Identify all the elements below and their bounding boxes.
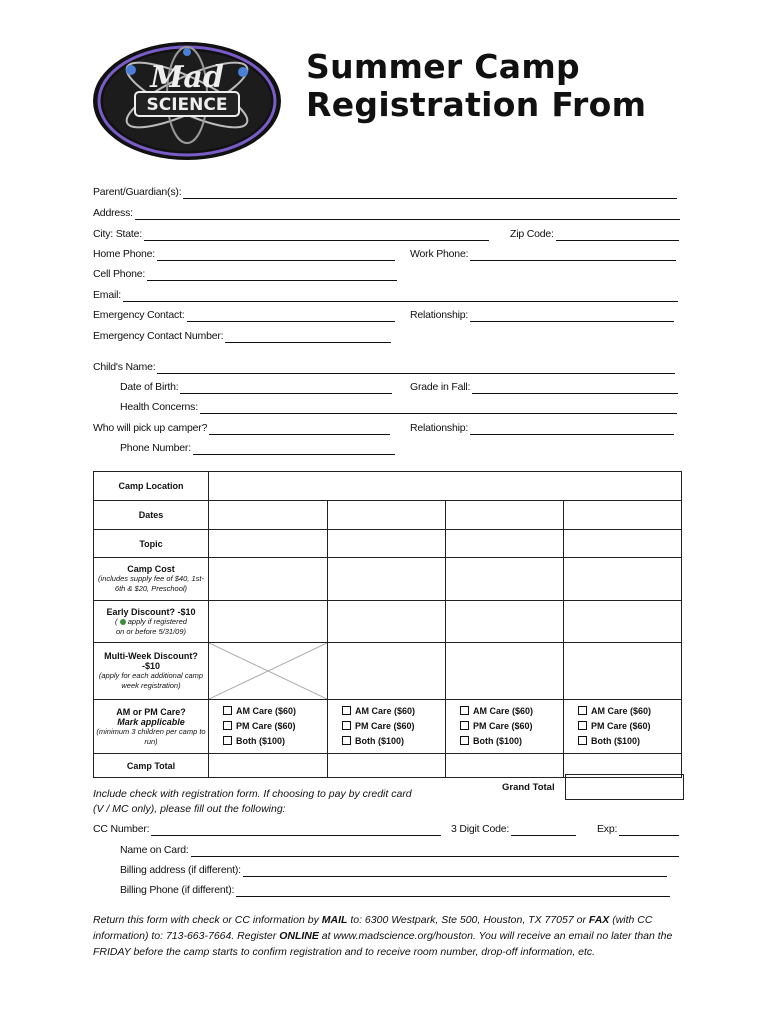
- pickup-label: Who will pick up camper?: [93, 422, 208, 434]
- cell-phone-row: [93, 267, 397, 281]
- cvv-label: 3 Digit Code:: [451, 823, 510, 835]
- dates-cell[interactable]: [564, 501, 682, 530]
- multi-week-cell-input[interactable]: [328, 643, 446, 700]
- checkbox-icon[interactable]: [223, 721, 232, 730]
- total-cell[interactable]: [209, 754, 328, 778]
- billing-address-row: [120, 863, 667, 877]
- billing-phone-input[interactable]: [236, 885, 670, 897]
- grand-total-box[interactable]: [565, 774, 684, 800]
- multi-week-cell-input[interactable]: [564, 643, 682, 700]
- checkbox-icon[interactable]: [460, 736, 469, 745]
- topic-cell[interactable]: [564, 530, 682, 558]
- mail-emphasis: MAIL: [321, 914, 348, 926]
- pm-care-option[interactable]: PM Care ($60): [578, 719, 681, 734]
- emergency-contact-input[interactable]: [187, 310, 395, 322]
- pickup-row: [93, 421, 390, 435]
- mark-applicable-label: Mark applicable: [117, 716, 185, 727]
- dates-cell[interactable]: [446, 501, 564, 530]
- zip-row: [510, 227, 679, 241]
- pm-care-option[interactable]: PM Care ($60): [460, 719, 563, 734]
- relationship2-input[interactable]: [470, 423, 674, 435]
- both-care-option[interactable]: Both ($100): [460, 734, 563, 749]
- cost-cell[interactable]: [564, 558, 682, 601]
- billing-phone-row: [120, 883, 670, 897]
- checkbox-icon[interactable]: [342, 721, 351, 730]
- home-phone-input[interactable]: [157, 249, 395, 261]
- exp-row: [597, 822, 679, 836]
- grand-total-label: Grand Total: [502, 782, 555, 793]
- am-care-option[interactable]: AM Care ($60): [342, 704, 445, 719]
- emergency-contact-row: [93, 308, 395, 322]
- fax-emphasis: FAX: [588, 914, 610, 926]
- camp-location-label: Camp Location: [94, 472, 209, 501]
- pm-care-option[interactable]: PM Care ($60): [223, 719, 327, 734]
- city-state-label: City: State:: [93, 228, 142, 240]
- grade-label: Grade in Fall:: [410, 381, 471, 393]
- camp-cost-note: (includes supply fee of $40, 1st-6th & $20, Preschool): [98, 574, 204, 593]
- zip-input[interactable]: [556, 229, 679, 241]
- emergency-contact-label: Emergency Contact:: [93, 309, 185, 321]
- city-row: [93, 227, 489, 241]
- emergency-number-label: Emergency Contact Number:: [93, 330, 224, 342]
- dob-row: [120, 380, 392, 394]
- address-row: [93, 206, 680, 220]
- discount-cell[interactable]: [446, 601, 564, 643]
- total-cell[interactable]: [446, 754, 564, 778]
- billing-address-label: Billing address (if different):: [120, 864, 241, 876]
- camp-cost-label: Camp Cost: [127, 564, 175, 574]
- city-state-input[interactable]: [144, 229, 489, 241]
- footer-instructions: Return this form with check or CC information by MAIL to: 6300 Westpark, Ste 500, Houston, TX 77057 or FAX (with CC information) to: 713-663-7664. Register ONLINE at www.madscience.org/houston. You will receive an email no later than the FRIDAY before the camp starts to confirm registration and to receive room number, drop-off information, etc.: [93, 914, 673, 958]
- name-on-card-row: [120, 843, 679, 857]
- parent-row: [93, 185, 677, 199]
- relationship-row: [410, 308, 674, 322]
- health-label: Health Concerns:: [120, 401, 198, 413]
- logo-science-text: SCIENCE: [146, 95, 228, 115]
- min-children-note: (minimum 3 children per camp to run): [96, 726, 206, 746]
- mad-science-logo: [91, 40, 283, 162]
- billing-phone-label: Billing Phone (if different):: [120, 884, 235, 896]
- email-label: Email:: [93, 289, 121, 301]
- checkbox-icon[interactable]: [460, 706, 469, 715]
- relationship-label: Relationship:: [410, 309, 469, 321]
- table-row: [94, 700, 682, 754]
- billing-address-input[interactable]: [243, 865, 667, 877]
- cross-icon: [209, 643, 327, 699]
- early-note-b: on or before 5/31/09): [115, 626, 187, 636]
- parent-input[interactable]: [183, 187, 677, 199]
- dob-input[interactable]: [180, 382, 392, 394]
- checkbox-icon[interactable]: [342, 736, 351, 745]
- table-row: [94, 643, 682, 700]
- health-row: [120, 400, 677, 414]
- am-pm-cell: [94, 700, 209, 754]
- zip-label: Zip Code:: [510, 228, 554, 240]
- payment-note: Include check with registration form. If choosing to pay by credit card (V / MC only), please fill out the following:: [93, 788, 412, 815]
- health-input[interactable]: [200, 402, 677, 414]
- title-line-2: Registration From: [306, 85, 647, 124]
- camp-total-label: Camp Total: [94, 754, 209, 778]
- bullet-icon: [120, 619, 126, 625]
- topic-label: Topic: [94, 530, 209, 558]
- cost-cell[interactable]: [446, 558, 564, 601]
- early-discount-cell: Early Discount? -$10 ( apply if registered on or before 5/31/09): [94, 601, 209, 643]
- camp-cost-cell: [94, 558, 209, 601]
- both-care-option[interactable]: Both ($100): [342, 734, 445, 749]
- checkbox-icon[interactable]: [223, 736, 232, 745]
- relationship-input[interactable]: [470, 310, 674, 322]
- home-phone-label: Home Phone:: [93, 248, 156, 260]
- camp-table: [93, 471, 682, 778]
- checkbox-icon[interactable]: [342, 706, 351, 715]
- child-name-row: [93, 360, 675, 374]
- early-note-a: apply if registered: [127, 616, 187, 626]
- address-label: Address:: [93, 207, 133, 219]
- topic-cell[interactable]: [446, 530, 564, 558]
- dates-cell[interactable]: [328, 501, 446, 530]
- table-row: [94, 501, 682, 530]
- multi-week-cell: [94, 643, 209, 700]
- checkbox-icon[interactable]: [578, 706, 587, 715]
- grade-row: [410, 380, 678, 394]
- total-cell[interactable]: [328, 754, 446, 778]
- pickup-input[interactable]: [209, 423, 390, 435]
- page-title: [306, 48, 646, 124]
- phone-number-row: [120, 441, 395, 455]
- dates-cell[interactable]: [209, 501, 328, 530]
- camp-location-cell[interactable]: [209, 472, 682, 501]
- dob-label: Date of Birth:: [120, 381, 179, 393]
- checkbox-icon[interactable]: [460, 721, 469, 730]
- exp-label: Exp:: [597, 823, 618, 835]
- table-row: [94, 472, 682, 501]
- checkbox-icon[interactable]: [578, 736, 587, 745]
- multi-week-note: (apply for each additional camp week registration): [98, 671, 204, 690]
- cvv-input[interactable]: [511, 824, 576, 836]
- topic-cell[interactable]: [328, 530, 446, 558]
- checkbox-icon[interactable]: [578, 721, 587, 730]
- name-on-card-label: Name on Card:: [120, 844, 189, 856]
- cc-number-row: [93, 822, 441, 836]
- care-options-4: [564, 700, 682, 754]
- work-phone-label: Work Phone:: [410, 248, 469, 260]
- am-care-option[interactable]: AM Care ($60): [578, 704, 681, 719]
- discount-cell[interactable]: [209, 601, 328, 643]
- both-care-option[interactable]: Both ($100): [578, 734, 681, 749]
- multi-week-cell-input[interactable]: [446, 643, 564, 700]
- care-options-2: [328, 700, 446, 754]
- phone-number-input[interactable]: [193, 443, 395, 455]
- topic-cell[interactable]: [209, 530, 328, 558]
- grade-input[interactable]: [472, 382, 678, 394]
- emergency-number-row: [93, 329, 391, 343]
- address-input[interactable]: [135, 208, 680, 220]
- crossed-out-cell: [209, 643, 328, 700]
- home-phone-row: [93, 247, 395, 261]
- emergency-number-input[interactable]: [225, 331, 391, 343]
- multi-week-label: Multi-Week Discount? -$10: [104, 651, 198, 671]
- early-discount-label: Early Discount? -$10: [106, 606, 196, 617]
- am-care-option[interactable]: AM Care ($60): [223, 704, 327, 719]
- care-options-1: [209, 700, 328, 754]
- relationship2-label: Relationship:: [410, 422, 469, 434]
- work-phone-input[interactable]: [470, 249, 676, 261]
- table-row: [94, 601, 682, 643]
- parent-label: Parent/Guardian(s):: [93, 186, 182, 198]
- checkbox-icon[interactable]: [223, 706, 232, 715]
- cell-phone-input[interactable]: [147, 269, 397, 281]
- table-row: [94, 558, 682, 601]
- table-row: [94, 530, 682, 558]
- cc-number-label: CC Number:: [93, 823, 150, 835]
- pm-care-option[interactable]: PM Care ($60): [342, 719, 445, 734]
- logo-mad-text: Mad: [150, 60, 224, 95]
- exp-input[interactable]: [619, 824, 679, 836]
- dates-label: Dates: [94, 501, 209, 530]
- cvv-row: [451, 822, 576, 836]
- relationship2-row: [410, 421, 674, 435]
- discount-cell[interactable]: [564, 601, 682, 643]
- am-care-option[interactable]: AM Care ($60): [460, 704, 563, 719]
- cost-cell[interactable]: [209, 558, 328, 601]
- work-phone-row: [410, 247, 676, 261]
- discount-cell[interactable]: [328, 601, 446, 643]
- online-emphasis: ONLINE: [279, 930, 319, 942]
- title-line-1: Summer Camp: [306, 47, 580, 86]
- name-on-card-input[interactable]: [191, 845, 679, 857]
- child-name-label: Child's Name:: [93, 361, 156, 373]
- email-row: [93, 288, 678, 302]
- cc-number-input[interactable]: [151, 824, 441, 836]
- cell-phone-label: Cell Phone:: [93, 268, 146, 280]
- email-input[interactable]: [123, 290, 678, 302]
- care-options-3: [446, 700, 564, 754]
- am-pm-label: AM or PM Care?: [116, 706, 186, 717]
- cost-cell[interactable]: [328, 558, 446, 601]
- both-care-option[interactable]: Both ($100): [223, 734, 327, 749]
- phone-number-label: Phone Number:: [120, 442, 191, 454]
- child-name-input[interactable]: [157, 362, 675, 374]
